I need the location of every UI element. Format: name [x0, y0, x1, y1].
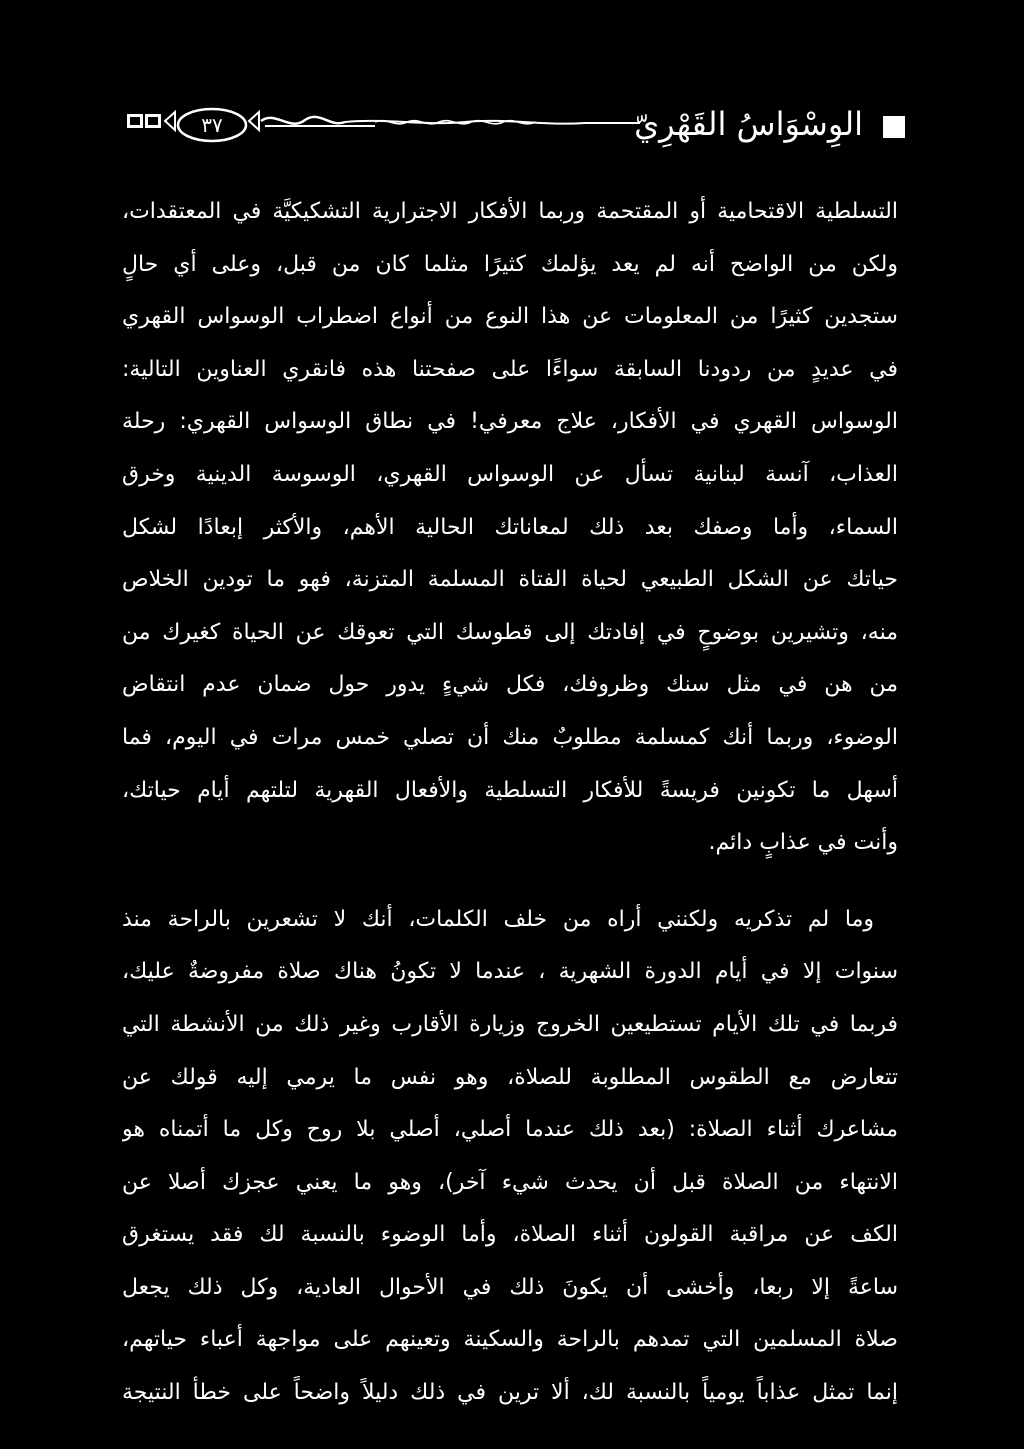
paragraph-2 — [122, 894, 898, 1420]
text-line: ولكن من الواضح أنه لم يعد يؤلمك كثيرًا مثلما كان من قبل، وعلى أي حالٍ — [122, 251, 898, 277]
page-number: ٣٧ — [201, 113, 223, 137]
text-line: صلاة المسلمين التي تمدهم بالراحة والسكينة وتعينهم على مواجهة أعباء حياتهم، — [122, 1327, 898, 1353]
text-line: وأنت في عذابٍ دائم. — [708, 830, 898, 856]
text-line: سنوات إلا في أيام الدورة الشهرية ، عندما لا تكونُ هناك صلاة مفروضةٌ عليك، — [122, 959, 898, 985]
text-line: الكف عن مراقبة القولون أثناء الصلاة، وأما الوضوء بالنسبة لك فقد يستغرق — [122, 1222, 898, 1248]
paragraph-1 — [122, 186, 898, 870]
text-line: منه، وتشيرين بوضوحٍ في إفادتك إلى قطوسك التي تعوقك عن الحياة كغيرك من — [122, 619, 898, 645]
body-text — [122, 186, 898, 1420]
paragraph-gap — [122, 870, 898, 894]
text-line: وما لم تذكريه ولكنني أراه من خلف الكلمات، أنك لا تشعرين بالراحة منذ — [122, 906, 874, 932]
text-line: الوسواس القهري في الأفكار، علاج معرفي! في نطاق الوسواس القهري: رحلة — [122, 409, 898, 435]
text-line: ستجدين كثيرًا من المعلومات عن هذا النوع من أنواع اضطراب الوسواس القهري — [122, 304, 898, 330]
running-header — [125, 98, 905, 152]
text-line: إنما تمثل عذاباً يومياً بالنسبة لك، ألا ترين في ذلك دليلاً واضحاً على خطأ النتيجة — [122, 1380, 898, 1406]
text-line: التسلطية الاقتحامية أو المقتحمة وربما الأفكار الاجترارية التشكيكيَّة في المعتقدات، — [122, 199, 898, 224]
text-line: الانتهاء من الصلاة قبل أن يحدث شيء آخر)، وهو ما يعني عجزك أصلا عن — [122, 1169, 898, 1195]
text-line: حياتك عن الشكل الطبيعي لحياة الفتاة المسلمة المتزنة، فهو ما تودين الخلاص — [122, 567, 898, 593]
text-line: العذاب، آنسة لبنانية تسأل عن الوسواس القهري، الوسوسة الدينية وخرق — [122, 461, 898, 487]
text-line: فربما في تلك الأيام تستطيعين الخروج وزيارة الأقارب وغير ذلك من الأنشطة التي — [122, 1011, 898, 1037]
text-line: السماء، وأما وصفك بعد ذلك لمعاناتك الحالية الأهم، والأكثر إبعادًا لشكل — [122, 514, 898, 540]
text-line: من هن في مثل سنك وظروفك، فكل شيءٍ يدور حول ضمان عدم انتقاض — [122, 672, 898, 698]
text-line: ساعةً إلا ربعا، وأخشى أن يكونَ ذلك في الأحوال العادية، وكل ذلك يجعل — [122, 1274, 898, 1300]
chapter-title: الوِسْوَاسُ القَهْرِيّ — [634, 105, 863, 143]
text-line: أسهل ما تكونين فريسةً للأفكار التسلطية والأفعال القهرية لتلتهم أيام حياتك، — [122, 777, 898, 803]
text-line: في عديدٍ من ردودنا السابقة سواءًا على صفحتنا هذه فانقري العناوين التالية: — [122, 356, 898, 382]
header-square-icon — [883, 116, 905, 138]
text-line: تتعارض مع الطقوس المطلوبة للصلاة، وهو نفس ما يرمي إليه قولك عن — [122, 1064, 898, 1090]
text-line: الوضوء، وربما أنك كمسلمة مطلوبٌ منك أن تصلي خمس مرات في اليوم، فما — [122, 724, 898, 750]
text-line: مشاعرك أثناء الصلاة: (بعد ذلك عندما أصلي، أصلي بلا روح وكل ما أتمناه هو — [122, 1117, 898, 1143]
